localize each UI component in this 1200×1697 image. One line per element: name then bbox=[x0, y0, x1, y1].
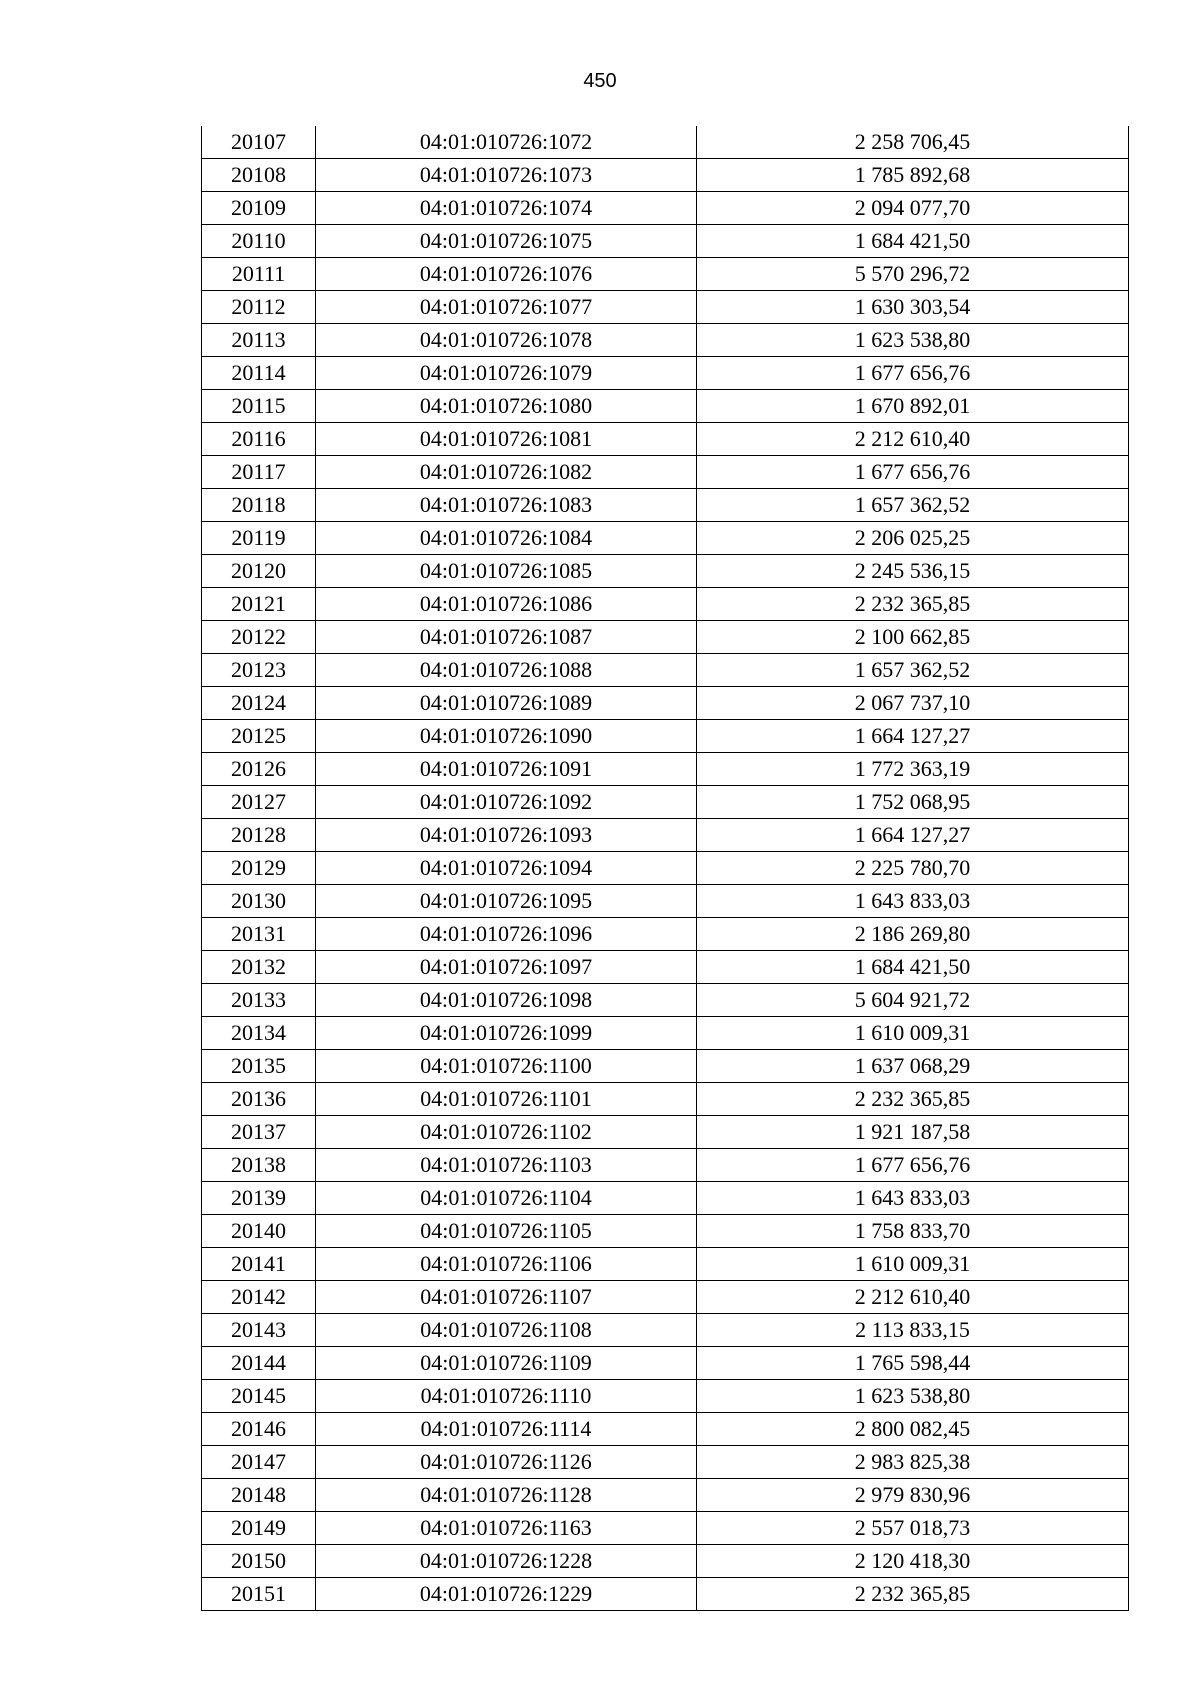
cadastral-number-cell: 04:01:010726:1095 bbox=[316, 885, 697, 918]
cadastral-value-cell: 1 643 833,03 bbox=[697, 885, 1129, 918]
row-number-cell: 20146 bbox=[202, 1413, 316, 1446]
cadastral-value-cell: 2 232 365,85 bbox=[697, 588, 1129, 621]
row-number-cell: 20148 bbox=[202, 1479, 316, 1512]
row-number-cell: 20121 bbox=[202, 588, 316, 621]
row-number-cell: 20112 bbox=[202, 291, 316, 324]
cadastral-value-cell: 1 758 833,70 bbox=[697, 1215, 1129, 1248]
table-row bbox=[202, 654, 1129, 687]
cadastral-value-cell: 2 120 418,30 bbox=[697, 1545, 1129, 1578]
cadastral-number-cell: 04:01:010726:1091 bbox=[316, 753, 697, 786]
cadastral-value-cell: 1 657 362,52 bbox=[697, 489, 1129, 522]
cadastral-value-cell: 1 657 362,52 bbox=[697, 654, 1129, 687]
cadastral-number-cell: 04:01:010726:1229 bbox=[316, 1578, 697, 1611]
cadastral-number-cell: 04:01:010726:1097 bbox=[316, 951, 697, 984]
cadastral-value-cell: 1 677 656,76 bbox=[697, 1149, 1129, 1182]
table-row bbox=[202, 1248, 1129, 1281]
row-number-cell: 20114 bbox=[202, 357, 316, 390]
table-row bbox=[202, 951, 1129, 984]
cadastral-number-cell: 04:01:010726:1110 bbox=[316, 1380, 697, 1413]
row-number-cell: 20117 bbox=[202, 456, 316, 489]
table-row bbox=[202, 159, 1129, 192]
table-row bbox=[202, 390, 1129, 423]
cadastral-value-cell: 2 212 610,40 bbox=[697, 423, 1129, 456]
cadastral-value-cell: 2 113 833,15 bbox=[697, 1314, 1129, 1347]
table-row bbox=[202, 555, 1129, 588]
cadastral-value-table bbox=[201, 126, 1129, 1611]
cadastral-value-cell: 1 677 656,76 bbox=[697, 357, 1129, 390]
row-number-cell: 20139 bbox=[202, 1182, 316, 1215]
cadastral-number-cell: 04:01:010726:1080 bbox=[316, 390, 697, 423]
cadastral-number-cell: 04:01:010726:1101 bbox=[316, 1083, 697, 1116]
row-number-cell: 20123 bbox=[202, 654, 316, 687]
row-number-cell: 20128 bbox=[202, 819, 316, 852]
cadastral-number-cell: 04:01:010726:1126 bbox=[316, 1446, 697, 1479]
cadastral-value-cell: 1 921 187,58 bbox=[697, 1116, 1129, 1149]
row-number-cell: 20147 bbox=[202, 1446, 316, 1479]
row-number-cell: 20135 bbox=[202, 1050, 316, 1083]
cadastral-number-cell: 04:01:010726:1072 bbox=[316, 126, 697, 159]
cadastral-value-cell: 1 765 598,44 bbox=[697, 1347, 1129, 1380]
cadastral-value-cell: 1 623 538,80 bbox=[697, 324, 1129, 357]
cadastral-value-cell: 2 212 610,40 bbox=[697, 1281, 1129, 1314]
row-number-cell: 20119 bbox=[202, 522, 316, 555]
table-row bbox=[202, 1149, 1129, 1182]
cadastral-value-cell: 5 570 296,72 bbox=[697, 258, 1129, 291]
row-number-cell: 20107 bbox=[202, 126, 316, 159]
cadastral-number-cell: 04:01:010726:1100 bbox=[316, 1050, 697, 1083]
table-row bbox=[202, 1413, 1129, 1446]
cadastral-value-cell: 1 684 421,50 bbox=[697, 225, 1129, 258]
cadastral-number-cell: 04:01:010726:1079 bbox=[316, 357, 697, 390]
cadastral-number-cell: 04:01:010726:1102 bbox=[316, 1116, 697, 1149]
row-number-cell: 20134 bbox=[202, 1017, 316, 1050]
cadastral-value-cell: 2 067 737,10 bbox=[697, 687, 1129, 720]
cadastral-value-cell: 1 643 833,03 bbox=[697, 1182, 1129, 1215]
cadastral-number-cell: 04:01:010726:1087 bbox=[316, 621, 697, 654]
row-number-cell: 20115 bbox=[202, 390, 316, 423]
table-body bbox=[202, 126, 1129, 1611]
cadastral-value-cell: 2 979 830,96 bbox=[697, 1479, 1129, 1512]
cadastral-value-cell: 1 610 009,31 bbox=[697, 1248, 1129, 1281]
table-row bbox=[202, 720, 1129, 753]
cadastral-number-cell: 04:01:010726:1108 bbox=[316, 1314, 697, 1347]
cadastral-number-cell: 04:01:010726:1075 bbox=[316, 225, 697, 258]
table-row bbox=[202, 687, 1129, 720]
cadastral-number-cell: 04:01:010726:1077 bbox=[316, 291, 697, 324]
row-number-cell: 20133 bbox=[202, 984, 316, 1017]
cadastral-value-cell: 2 232 365,85 bbox=[697, 1578, 1129, 1611]
row-number-cell: 20132 bbox=[202, 951, 316, 984]
cadastral-number-cell: 04:01:010726:1163 bbox=[316, 1512, 697, 1545]
row-number-cell: 20120 bbox=[202, 555, 316, 588]
row-number-cell: 20141 bbox=[202, 1248, 316, 1281]
cadastral-number-cell: 04:01:010726:1099 bbox=[316, 1017, 697, 1050]
cadastral-value-cell: 2 100 662,85 bbox=[697, 621, 1129, 654]
cadastral-number-cell: 04:01:010726:1088 bbox=[316, 654, 697, 687]
cadastral-value-cell: 2 245 536,15 bbox=[697, 555, 1129, 588]
table-row bbox=[202, 1512, 1129, 1545]
cadastral-number-cell: 04:01:010726:1085 bbox=[316, 555, 697, 588]
table-row bbox=[202, 1545, 1129, 1578]
row-number-cell: 20140 bbox=[202, 1215, 316, 1248]
row-number-cell: 20108 bbox=[202, 159, 316, 192]
cadastral-number-cell: 04:01:010726:1089 bbox=[316, 687, 697, 720]
cadastral-value-cell: 1 623 538,80 bbox=[697, 1380, 1129, 1413]
row-number-cell: 20136 bbox=[202, 1083, 316, 1116]
cadastral-value-cell: 1 630 303,54 bbox=[697, 291, 1129, 324]
table-row bbox=[202, 918, 1129, 951]
table-row bbox=[202, 1116, 1129, 1149]
table-row bbox=[202, 489, 1129, 522]
table-row bbox=[202, 1050, 1129, 1083]
row-number-cell: 20110 bbox=[202, 225, 316, 258]
cadastral-number-cell: 04:01:010726:1083 bbox=[316, 489, 697, 522]
cadastral-value-cell: 1 785 892,68 bbox=[697, 159, 1129, 192]
table-row bbox=[202, 1083, 1129, 1116]
cadastral-number-cell: 04:01:010726:1078 bbox=[316, 324, 697, 357]
table-row bbox=[202, 852, 1129, 885]
table-row bbox=[202, 588, 1129, 621]
table-row bbox=[202, 1380, 1129, 1413]
cadastral-value-cell: 5 604 921,72 bbox=[697, 984, 1129, 1017]
table-row bbox=[202, 1215, 1129, 1248]
row-number-cell: 20131 bbox=[202, 918, 316, 951]
cadastral-value-cell: 1 664 127,27 bbox=[697, 819, 1129, 852]
cadastral-value-cell: 2 232 365,85 bbox=[697, 1083, 1129, 1116]
cadastral-value-cell: 2 800 082,45 bbox=[697, 1413, 1129, 1446]
table-row bbox=[202, 324, 1129, 357]
cadastral-value-cell: 1 752 068,95 bbox=[697, 786, 1129, 819]
row-number-cell: 20125 bbox=[202, 720, 316, 753]
row-number-cell: 20151 bbox=[202, 1578, 316, 1611]
cadastral-value-cell: 2 258 706,45 bbox=[697, 126, 1129, 159]
table-row bbox=[202, 225, 1129, 258]
table-row bbox=[202, 885, 1129, 918]
table-row bbox=[202, 1479, 1129, 1512]
table-row bbox=[202, 1446, 1129, 1479]
cadastral-number-cell: 04:01:010726:1228 bbox=[316, 1545, 697, 1578]
table-row bbox=[202, 621, 1129, 654]
row-number-cell: 20149 bbox=[202, 1512, 316, 1545]
cadastral-number-cell: 04:01:010726:1082 bbox=[316, 456, 697, 489]
row-number-cell: 20116 bbox=[202, 423, 316, 456]
cadastral-number-cell: 04:01:010726:1084 bbox=[316, 522, 697, 555]
table-row bbox=[202, 1347, 1129, 1380]
row-number-cell: 20113 bbox=[202, 324, 316, 357]
cadastral-value-cell: 1 610 009,31 bbox=[697, 1017, 1129, 1050]
table-row bbox=[202, 192, 1129, 225]
cadastral-value-cell: 1 664 127,27 bbox=[697, 720, 1129, 753]
table-row bbox=[202, 357, 1129, 390]
cadastral-value-cell: 2 206 025,25 bbox=[697, 522, 1129, 555]
cadastral-number-cell: 04:01:010726:1109 bbox=[316, 1347, 697, 1380]
row-number-cell: 20124 bbox=[202, 687, 316, 720]
cadastral-number-cell: 04:01:010726:1106 bbox=[316, 1248, 697, 1281]
row-number-cell: 20126 bbox=[202, 753, 316, 786]
cadastral-number-cell: 04:01:010726:1086 bbox=[316, 588, 697, 621]
cadastral-value-cell: 1 677 656,76 bbox=[697, 456, 1129, 489]
cadastral-value-cell: 2 557 018,73 bbox=[697, 1512, 1129, 1545]
row-number-cell: 20127 bbox=[202, 786, 316, 819]
row-number-cell: 20122 bbox=[202, 621, 316, 654]
table-row bbox=[202, 258, 1129, 291]
table-row bbox=[202, 984, 1129, 1017]
cadastral-number-cell: 04:01:010726:1096 bbox=[316, 918, 697, 951]
cadastral-number-cell: 04:01:010726:1104 bbox=[316, 1182, 697, 1215]
table-row bbox=[202, 786, 1129, 819]
row-number-cell: 20142 bbox=[202, 1281, 316, 1314]
row-number-cell: 20130 bbox=[202, 885, 316, 918]
cadastral-value-cell: 1 637 068,29 bbox=[697, 1050, 1129, 1083]
cadastral-number-cell: 04:01:010726:1073 bbox=[316, 159, 697, 192]
table-row bbox=[202, 423, 1129, 456]
table-row bbox=[202, 291, 1129, 324]
cadastral-value-cell: 1 670 892,01 bbox=[697, 390, 1129, 423]
row-number-cell: 20109 bbox=[202, 192, 316, 225]
cadastral-value-cell: 1 684 421,50 bbox=[697, 951, 1129, 984]
cadastral-number-cell: 04:01:010726:1081 bbox=[316, 423, 697, 456]
table-row bbox=[202, 522, 1129, 555]
cadastral-value-cell: 1 772 363,19 bbox=[697, 753, 1129, 786]
cadastral-number-cell: 04:01:010726:1128 bbox=[316, 1479, 697, 1512]
table-row bbox=[202, 753, 1129, 786]
cadastral-number-cell: 04:01:010726:1090 bbox=[316, 720, 697, 753]
cadastral-number-cell: 04:01:010726:1103 bbox=[316, 1149, 697, 1182]
cadastral-number-cell: 04:01:010726:1107 bbox=[316, 1281, 697, 1314]
row-number-cell: 20138 bbox=[202, 1149, 316, 1182]
row-number-cell: 20143 bbox=[202, 1314, 316, 1347]
cadastral-number-cell: 04:01:010726:1076 bbox=[316, 258, 697, 291]
row-number-cell: 20145 bbox=[202, 1380, 316, 1413]
cadastral-value-cell: 2 094 077,70 bbox=[697, 192, 1129, 225]
table-row bbox=[202, 456, 1129, 489]
row-number-cell: 20150 bbox=[202, 1545, 316, 1578]
cadastral-number-cell: 04:01:010726:1092 bbox=[316, 786, 697, 819]
cadastral-number-cell: 04:01:010726:1093 bbox=[316, 819, 697, 852]
table-row bbox=[202, 1578, 1129, 1611]
cadastral-value-cell: 2 983 825,38 bbox=[697, 1446, 1129, 1479]
row-number-cell: 20118 bbox=[202, 489, 316, 522]
table-row bbox=[202, 1281, 1129, 1314]
page-number: 450 bbox=[583, 70, 617, 92]
row-number-cell: 20144 bbox=[202, 1347, 316, 1380]
table-row bbox=[202, 819, 1129, 852]
cadastral-number-cell: 04:01:010726:1105 bbox=[316, 1215, 697, 1248]
table-row bbox=[202, 1182, 1129, 1215]
table-row bbox=[202, 126, 1129, 159]
cadastral-number-cell: 04:01:010726:1114 bbox=[316, 1413, 697, 1446]
cadastral-value-cell: 2 225 780,70 bbox=[697, 852, 1129, 885]
cadastral-number-cell: 04:01:010726:1094 bbox=[316, 852, 697, 885]
row-number-cell: 20137 bbox=[202, 1116, 316, 1149]
row-number-cell: 20111 bbox=[202, 258, 316, 291]
table-row bbox=[202, 1314, 1129, 1347]
cadastral-number-cell: 04:01:010726:1074 bbox=[316, 192, 697, 225]
cadastral-value-cell: 2 186 269,80 bbox=[697, 918, 1129, 951]
row-number-cell: 20129 bbox=[202, 852, 316, 885]
cadastral-number-cell: 04:01:010726:1098 bbox=[316, 984, 697, 1017]
table-row bbox=[202, 1017, 1129, 1050]
